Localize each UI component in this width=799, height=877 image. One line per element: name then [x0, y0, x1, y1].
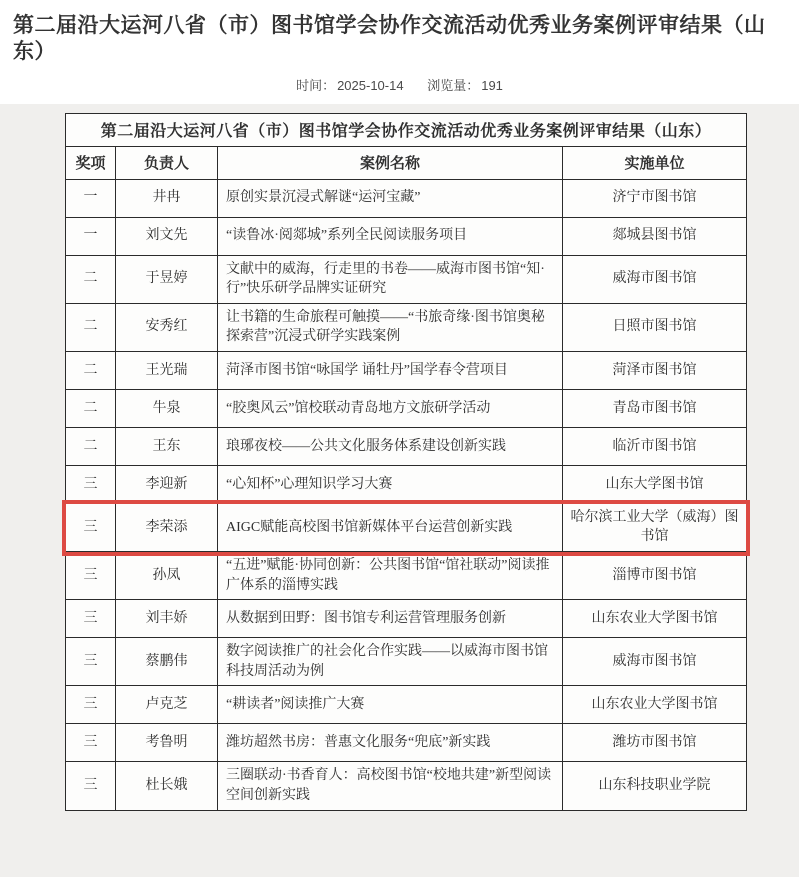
meta-views-label: 浏览量：	[427, 77, 480, 93]
award-cell: 三	[66, 638, 116, 685]
meta-time	[296, 78, 404, 93]
award-cell: 三	[66, 466, 116, 503]
table-row	[66, 218, 746, 256]
case-name-cell: AIGC赋能高校图书馆新媒体平台运营创新实践	[218, 504, 563, 551]
meta-views-value: 191	[481, 77, 503, 93]
unit-cell: 济宁市图书馆	[612, 190, 697, 206]
award-cell: 一	[66, 180, 116, 217]
table-row	[66, 762, 746, 809]
table-row	[66, 256, 746, 304]
award-cell: 二	[66, 352, 116, 389]
meta-time-label: 时间：	[296, 77, 336, 93]
case-name-cell: “心知杯”心理知识学习大赛	[218, 466, 563, 503]
person-cell: 李迎新	[116, 466, 218, 503]
case-name-cell: 原创实景沉浸式解谜“运河宝藏”	[218, 180, 563, 217]
person-cell: 蔡鹏伟	[116, 638, 218, 685]
person-cell: 李荣添	[116, 504, 218, 551]
table-row	[66, 686, 746, 724]
table-body	[66, 180, 746, 810]
table-row	[66, 552, 746, 600]
award-cell: 三	[66, 600, 116, 637]
award-cell: 一	[66, 218, 116, 255]
case-name-cell: “胶奥风云”馆校联动青岛地方文旅研学活动	[218, 390, 563, 427]
table-row	[66, 638, 746, 686]
award-cell: 三	[66, 552, 116, 599]
case-name-cell: 琅琊夜校——公共文化服务体系建设创新实践	[218, 428, 563, 465]
table-caption: 第二届沿大运河八省（市）图书馆学会协作交流活动优秀业务案例评审结果（山东）	[66, 114, 746, 147]
person-cell: 刘丰娇	[116, 600, 218, 637]
table-row	[66, 352, 746, 390]
results-table	[65, 113, 747, 811]
unit-cell: 青岛市图书馆	[612, 400, 697, 416]
person-cell: 孙凤	[116, 552, 218, 599]
case-name-cell: 让书籍的生命旅程可触摸——“书旅奇缘·图书馆奥秘探索营”沉浸式研学实践案例	[218, 304, 563, 351]
table-row	[66, 466, 746, 504]
case-name-cell: 数字阅读推广的社会化合作实践——以威海市图书馆科技周活动为例	[218, 638, 563, 685]
case-name-cell: 三圈联动·书香育人：高校图书馆“校地共建”新型阅读空间创新实践	[218, 762, 563, 809]
person-cell: 刘文先	[116, 218, 218, 255]
unit-cell: 山东科技职业学院	[598, 778, 711, 794]
column-header-unit: 实施单位	[624, 156, 685, 172]
column-header-person: 负责人	[116, 147, 218, 179]
unit-cell: 威海市图书馆	[612, 271, 697, 287]
meta-views	[427, 78, 503, 93]
table-row	[66, 390, 746, 428]
case-name-cell: 从数据到田野：图书馆专利运营管理服务创新	[218, 600, 563, 637]
unit-cell: 山东农业大学图书馆	[591, 610, 718, 626]
meta-time-value: 2025-10-14	[337, 77, 404, 93]
person-cell: 卢克芝	[116, 686, 218, 723]
table-row	[66, 724, 746, 762]
column-header-award: 奖项	[66, 147, 116, 179]
table-row-highlighted	[66, 504, 746, 552]
award-cell: 二	[66, 256, 116, 303]
unit-cell: 山东农业大学图书馆	[591, 697, 718, 713]
case-name-cell: 潍坊超然书房：普惠文化服务“兜底”新实践	[218, 724, 563, 761]
award-cell: 二	[66, 304, 116, 351]
person-cell: 考鲁明	[116, 724, 218, 761]
award-cell: 二	[66, 390, 116, 427]
unit-cell: 潍坊市图书馆	[612, 735, 697, 751]
case-name-cell: 文献中的威海，行走里的书卷——威海市图书馆“知·行”快乐研学品牌实证研究	[218, 256, 563, 303]
person-cell: 安秀红	[116, 304, 218, 351]
table-row	[66, 180, 746, 218]
case-name-cell: 菏泽市图书馆“咏国学 诵牡丹”国学春令营项目	[218, 352, 563, 389]
unit-cell: 临沂市图书馆	[612, 438, 697, 454]
table-header-row	[66, 147, 746, 180]
column-header-case-name: 案例名称	[218, 147, 563, 179]
unit-cell: 淄博市图书馆	[612, 567, 697, 583]
award-cell: 二	[66, 428, 116, 465]
case-name-cell: “五进”赋能·协同创新：公共图书馆“馆社联动”阅读推广体系的淄博实践	[218, 552, 563, 599]
award-cell: 三	[66, 504, 116, 551]
person-cell: 于昱婷	[116, 256, 218, 303]
award-cell: 三	[66, 724, 116, 761]
person-cell: 牛泉	[116, 390, 218, 427]
article-image-area	[0, 104, 799, 877]
table-row	[66, 428, 746, 466]
person-cell: 王光瑞	[116, 352, 218, 389]
unit-cell: 日照市图书馆	[612, 319, 697, 335]
table-row	[66, 600, 746, 638]
person-cell: 井冉	[116, 180, 218, 217]
unit-cell: 郯城县图书馆	[612, 228, 697, 244]
unit-cell: 威海市图书馆	[612, 654, 697, 670]
case-name-cell: “耕读者”阅读推广大赛	[218, 686, 563, 723]
award-cell: 三	[66, 762, 116, 809]
unit-cell: 菏泽市图书馆	[612, 362, 697, 378]
person-cell: 王东	[116, 428, 218, 465]
case-name-cell: “读鲁冰·阅郯城”系列全民阅读服务项目	[218, 218, 563, 255]
person-cell: 杜长娥	[116, 762, 218, 809]
table-row	[66, 304, 746, 352]
page-title: 第二届沿大运河八省（市）图书馆学会协作交流活动优秀业务案例评审结果（山东）	[13, 14, 766, 64]
award-cell: 三	[66, 686, 116, 723]
article-meta	[0, 75, 799, 94]
unit-cell: 哈尔滨工业大学（威海）图书馆	[570, 509, 739, 545]
unit-cell: 山东大学图书馆	[605, 476, 704, 492]
